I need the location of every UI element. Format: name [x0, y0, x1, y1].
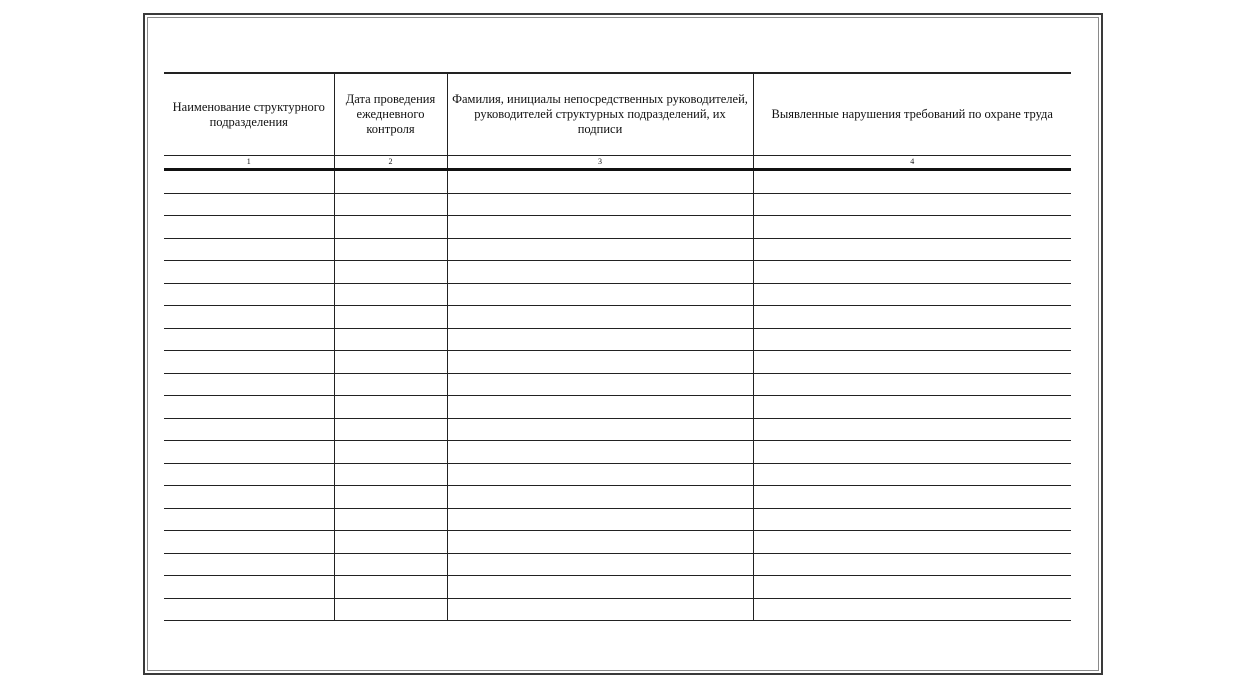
table-cell: [447, 441, 753, 464]
header-cell-department: Наименование структурного подразделения: [164, 73, 334, 156]
table-cell: [164, 576, 334, 599]
header-cell-managers-signatures: Фамилия, инициалы непосредственных руководителей, руководителей структурных подразделений, их подписи: [447, 73, 753, 156]
table-cell: [753, 306, 1071, 329]
column-number: 3: [447, 156, 753, 170]
table-cell: [164, 531, 334, 554]
table-cell: [753, 261, 1071, 284]
table-cell: [164, 486, 334, 509]
table-cell: [164, 193, 334, 216]
table-row: [164, 553, 1071, 576]
table-cell: [164, 170, 334, 194]
table-cell: [164, 238, 334, 261]
table-cell: [753, 418, 1071, 441]
table-cell: [164, 418, 334, 441]
table-row: [164, 598, 1071, 621]
table-cell: [334, 531, 447, 554]
table-cell: [753, 373, 1071, 396]
table-cell: [447, 463, 753, 486]
table-cell: [447, 306, 753, 329]
table-row: [164, 396, 1071, 419]
table-row: [164, 261, 1071, 284]
table-cell: [753, 508, 1071, 531]
table-cell: [753, 396, 1071, 419]
table-row: [164, 441, 1071, 464]
table-cell: [447, 283, 753, 306]
table-row: [164, 238, 1071, 261]
table-cell: [334, 283, 447, 306]
table-cell: [334, 170, 447, 194]
table-cell: [753, 170, 1071, 194]
safety-control-journal-table: [164, 72, 1071, 621]
table-cell: [753, 193, 1071, 216]
table-cell: [164, 306, 334, 329]
table-cell: [164, 261, 334, 284]
table-row: [164, 328, 1071, 351]
table-cell: [753, 463, 1071, 486]
table-cell: [334, 261, 447, 284]
table-cell: [447, 576, 753, 599]
table-cell: [334, 553, 447, 576]
table-cell: [447, 553, 753, 576]
table-cell: [447, 351, 753, 374]
column-number: 2: [334, 156, 447, 170]
column-number-row: [164, 156, 1071, 170]
header-cell-control-date: Дата проведения ежедневного контроля: [334, 73, 447, 156]
table-cell: [753, 576, 1071, 599]
table-cell: [753, 441, 1071, 464]
table-row: [164, 216, 1071, 239]
table-cell: [447, 238, 753, 261]
table-cell: [447, 328, 753, 351]
table-cell: [753, 598, 1071, 621]
table-cell: [447, 508, 753, 531]
table-cell: [334, 463, 447, 486]
table-cell: [753, 531, 1071, 554]
table-cell: [164, 373, 334, 396]
table-cell: [164, 351, 334, 374]
table-row: [164, 576, 1071, 599]
table-cell: [447, 531, 753, 554]
table-row: [164, 193, 1071, 216]
table-body: [164, 170, 1071, 621]
column-number: 4: [753, 156, 1071, 170]
table-cell: [447, 261, 753, 284]
table-cell: [753, 216, 1071, 239]
table-cell: [334, 306, 447, 329]
table-cell: [447, 170, 753, 194]
table-cell: [447, 373, 753, 396]
table-row: [164, 531, 1071, 554]
table-row: [164, 486, 1071, 509]
table-row: [164, 373, 1071, 396]
table-cell: [164, 283, 334, 306]
table-cell: [447, 396, 753, 419]
table-cell: [753, 351, 1071, 374]
table-cell: [334, 508, 447, 531]
table-cell: [164, 441, 334, 464]
table-cell: [447, 486, 753, 509]
table-cell: [753, 328, 1071, 351]
table-cell: [164, 553, 334, 576]
table-cell: [753, 486, 1071, 509]
table-cell: [164, 396, 334, 419]
table-cell: [447, 418, 753, 441]
table-cell: [447, 193, 753, 216]
table-cell: [164, 216, 334, 239]
table-cell: [164, 328, 334, 351]
table-cell: [164, 508, 334, 531]
table-cell: [753, 238, 1071, 261]
table-cell: [334, 373, 447, 396]
table-row: [164, 463, 1071, 486]
table-cell: [334, 193, 447, 216]
table-cell: [753, 553, 1071, 576]
table-row: [164, 283, 1071, 306]
table-cell: [334, 576, 447, 599]
table-cell: [334, 396, 447, 419]
table-cell: [334, 351, 447, 374]
header-cell-violations: Выявленные нарушения требований по охране труда: [753, 73, 1071, 156]
table-row: [164, 306, 1071, 329]
table-row: [164, 418, 1071, 441]
table-cell: [334, 418, 447, 441]
table-cell: [334, 328, 447, 351]
table-row: [164, 170, 1071, 194]
table-cell: [753, 283, 1071, 306]
table-header-row: [164, 73, 1071, 156]
table-row: [164, 508, 1071, 531]
table-cell: [334, 216, 447, 239]
table-cell: [447, 216, 753, 239]
table-row: [164, 351, 1071, 374]
table-cell: [334, 486, 447, 509]
table-cell: [334, 598, 447, 621]
table-cell: [447, 598, 753, 621]
table-cell: [334, 441, 447, 464]
column-number: 1: [164, 156, 334, 170]
table-cell: [334, 238, 447, 261]
table-cell: [164, 598, 334, 621]
table-cell: [164, 463, 334, 486]
